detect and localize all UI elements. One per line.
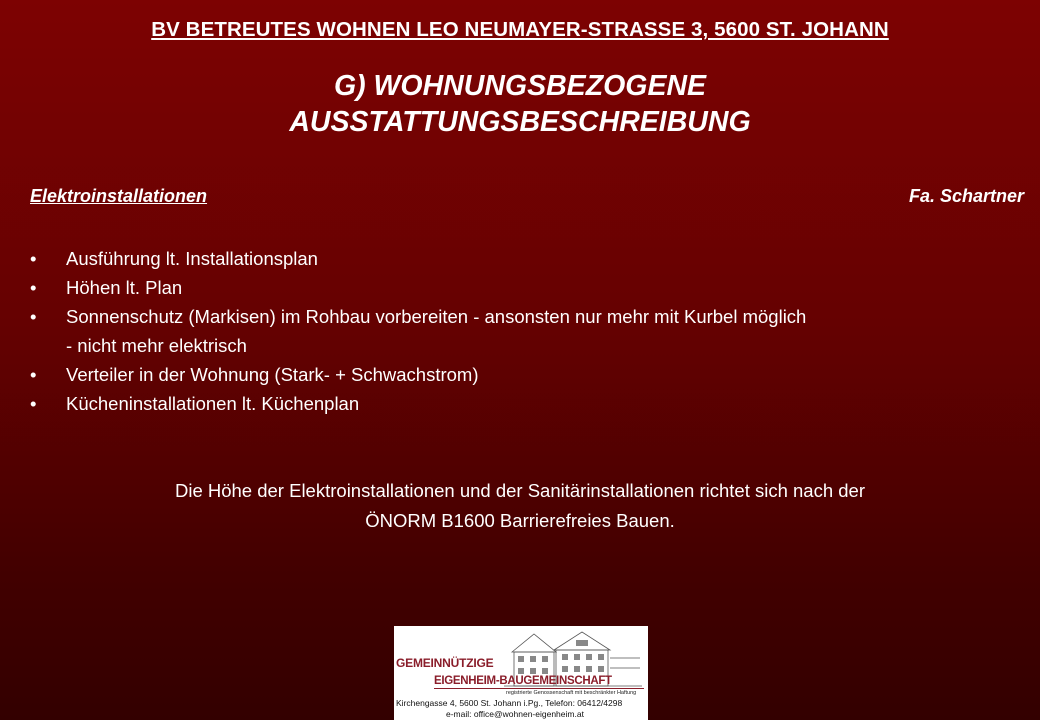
page-title: [0, 68, 1040, 140]
list-item: [30, 360, 1026, 389]
list-item: [30, 389, 1026, 418]
logo-line-1: GEMEINNÜTZIGE: [396, 656, 494, 670]
bullet-icon: •: [30, 393, 37, 414]
heading-underline-fill: [207, 186, 767, 207]
bullet-icon: •: [30, 248, 37, 269]
list-item-continuation: - nicht mehr elektrisch: [66, 335, 247, 356]
bullet-icon: •: [30, 306, 37, 327]
list-item-text: Sonnenschutz (Markisen) im Rohbau vorbereiten - ansonsten nur mehr mit Kurbel möglich: [66, 306, 807, 327]
logo-address: Kirchengasse 4, 5600 St. Johann i.Pg., Telefon: 06412/4298: [396, 698, 623, 708]
bullet-list: [30, 244, 1026, 418]
bullet-icon: •: [30, 364, 37, 385]
list-item-text: Höhen lt. Plan: [66, 277, 183, 298]
section-heading: Elektroinstallationen: [30, 186, 208, 206]
list-item: [30, 244, 1026, 273]
list-item-text: Verteiler in der Wohnung (Stark- + Schwachstrom): [66, 364, 479, 385]
logo-line-3: registrierte Genossenschaft mit beschränkter Haftung: [506, 690, 637, 696]
company-logo: [394, 626, 648, 720]
note-line-1: Die Höhe der Elektroinstallationen und der Sanitärinstallationen richtet sich nach der: [174, 480, 866, 501]
page-title-line-2: AUSSTATTUNGSBESCHREIBUNG: [289, 106, 751, 138]
section-heading-row: [30, 186, 1024, 207]
bullet-icon: •: [30, 277, 37, 298]
list-item: [30, 302, 1026, 360]
section-company: Fa. Schartner: [908, 186, 1024, 206]
page-title-line-1: G) WOHNUNGSBEZOGENE: [333, 70, 707, 102]
logo-divider: [434, 688, 644, 689]
logo-line-2: EIGENHEIM-BAUGEMEINSCHAFT: [434, 675, 612, 687]
list-item-text: Kücheninstallationen lt. Küchenplan: [66, 393, 360, 414]
list-item: [30, 273, 1026, 302]
note-paragraph: [40, 476, 1000, 536]
logo-email: e-mail: office@wohnen-eigenheim.at: [446, 709, 584, 719]
document-header: BV BETREUTES WOHNEN LEO NEUMAYER-STRASSE 3, 5600 ST. JOHANN: [151, 18, 889, 41]
list-item-text: Ausführung lt. Installationsplan: [66, 248, 318, 269]
note-line-2: ÖNORM B1600 Barrierefreies Bauen.: [365, 510, 675, 531]
